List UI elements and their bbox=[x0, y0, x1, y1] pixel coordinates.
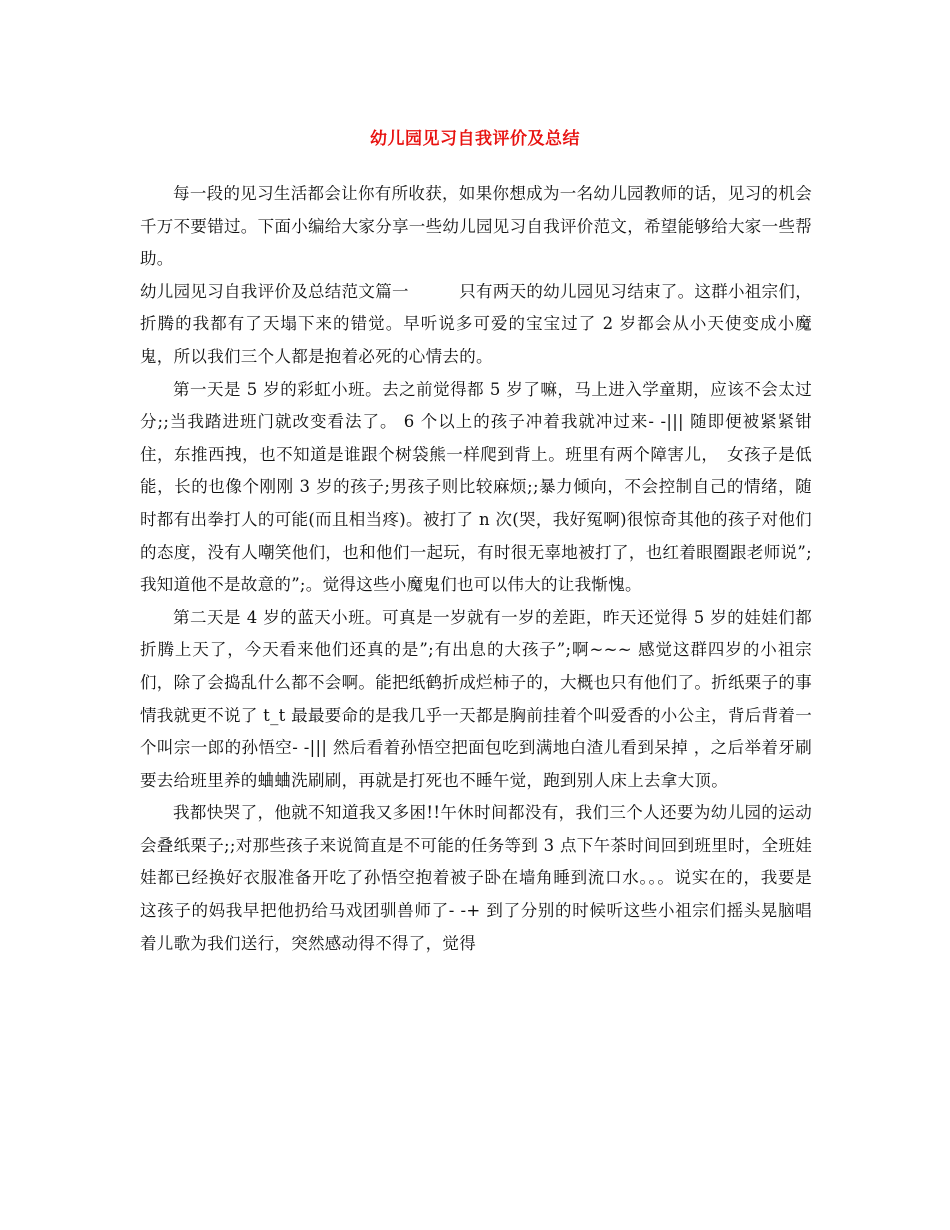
paragraph-intro: 每一段的见习生活都会让你有所收获，如果你想成为一名幼儿园教师的话，见习的机会千万不要错过。下面小编给大家分享一些幼儿园见习自我评价范文，希望能够给大家一些帮助。 bbox=[140, 184, 812, 269]
paragraph-day-one: 第一天是 5 岁的彩虹小班。去之前觉得都 5 岁了嘛，马上进入学童期，应该不会太过分;;当我踏进班门就改变看法了。 6 个以上的孩子冲着我就冲过来- -||| 随即便被紧紧钳住，东推西拽，也不知道是谁跟个树袋熊一样爬到背上。班里有两个障害儿， 女孩子是低能，长的也像个刚刚 3 岁的孩子;男孩子则比较麻烦;;暴力倾向，不会控制自己的情绪，随时都有出拳打人的可能(而且相当疼)。被打了 n 次(哭，我好冤啊)很惊奇其他的孩子对他们的态度，没有人嘲笑他们，也和他们一起玩，有时很无辜地被打了，也红着眼圈跟老师说”;我知道他不是故意的”;。觉得这些小魔鬼们也可以伟大的让我惭愧。 bbox=[140, 379, 812, 595]
paragraph-day-two: 第二天是 4 岁的蓝天小班。可真是一岁就有一岁的差距，昨天还觉得 5 岁的娃娃们都折腾上天了，今天看来他们还真的是”;有出息的大孩子”;啊~~~ 感觉这群四岁的小祖宗们，除了会捣乱什么都不会啊。能把纸鹤折成烂柿子的，大概也只有他们了。折纸栗子的事情我就更不说了 t_t 最最要命的是我几乎一天都是胸前挂着个叫爱香的小公主，背后背着一个叫宗一郎的孙悟空- -||| 然后看着孙悟空把面包吃到满地白渣儿看到呆掉 ，之后举着牙刷要去给班里养的蛐蛐洗刷刷，再就是打死也不睡午觉，跑到别人床上去拿大顶。 bbox=[140, 607, 812, 790]
document-title: 幼儿园见习自我评价及总结 bbox=[370, 129, 580, 149]
paragraph-essay-one-opening: 幼儿园见习自我评价及总结范文篇一 只有两天的幼儿园见习结束了。这群小祖宗们，折腾的我都有了天塌下来的错觉。早听说多可爱的宝宝过了 2 岁都会从小天使变成小魔鬼，所以我们三个人都是抱着必死的心情去的。 bbox=[140, 281, 812, 366]
paragraph-farewell: 我都快哭了，他就不知道我又多困!!午休时间都没有，我们三个人还要为幼儿园的运动会叠纸栗子;;对那些孩子来说简直是不可能的任务等到 3 点下午茶时间回到班里时，全班娃娃都已经换好衣服准备开吃了孙悟空抱着被子卧在墙角睡到流口水。。。说实在的，我要是这孩子的妈我早把他扔给马戏团驯兽师了- -+ 到了分别的时候听这些小祖宗们摇头晃脑唱着儿歌为我们送行，突然感动得不得了，觉得 bbox=[140, 803, 813, 953]
document-body bbox=[140, 178, 812, 960]
